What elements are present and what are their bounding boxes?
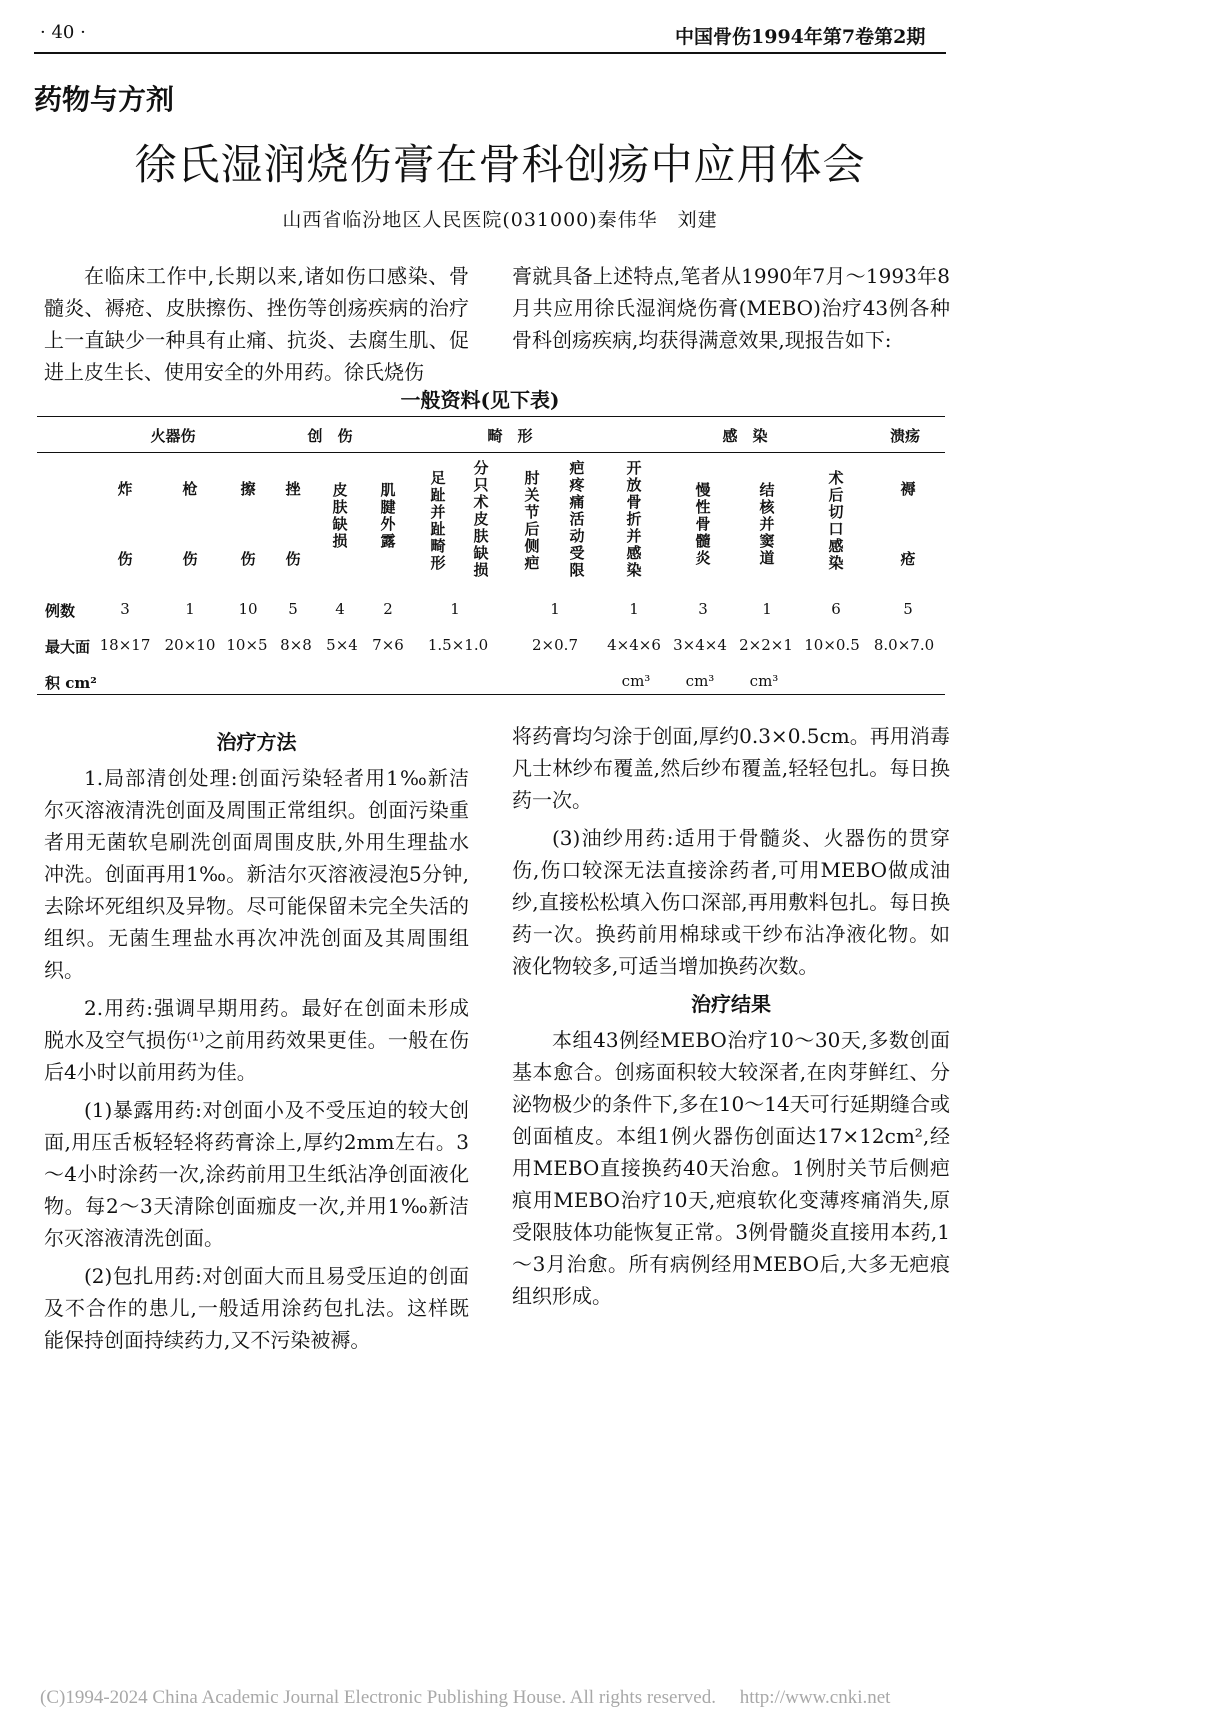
copyright-footer: (C)1994-2024 China Academic Journal Electronic Publishing House. All rights reserved. http://www.cnki.net bbox=[40, 1687, 891, 1708]
table-cell: 10×5 bbox=[226, 636, 268, 654]
column-header: 伤 bbox=[285, 550, 301, 568]
column-header: 疤疼痛活动受限 bbox=[569, 459, 585, 579]
table-cell: 1 bbox=[629, 600, 639, 618]
header-rule bbox=[34, 52, 946, 54]
table-cell: 4×4×6 bbox=[607, 636, 661, 654]
column-header: 分只术皮肤缺损 bbox=[473, 459, 489, 579]
journal-header: 中国骨伤1994年第7卷第2期 bbox=[675, 26, 926, 48]
body-left-column bbox=[44, 720, 469, 1356]
table-cell: 20×10 bbox=[164, 636, 216, 654]
body-right-column bbox=[512, 720, 950, 1312]
table-cell: 8.0×7.0 bbox=[873, 636, 935, 654]
group-header: 感 染 bbox=[722, 427, 768, 445]
row-label: 例数 bbox=[45, 602, 76, 620]
row-label: 积 cm² bbox=[45, 674, 97, 692]
column-header: 皮肤缺损 bbox=[332, 481, 348, 550]
table-cell: 2×2×1 bbox=[739, 636, 793, 654]
table-cell: 5×4 bbox=[326, 636, 358, 654]
column-header: 炸 bbox=[117, 480, 133, 498]
section-heading-methods: 治疗方法 bbox=[216, 730, 297, 754]
table-cell: 1 bbox=[450, 600, 460, 618]
column-header: 开放骨折并感染 bbox=[626, 459, 642, 579]
row-label: 最大面 bbox=[45, 638, 91, 656]
table-cell: cm³ bbox=[749, 672, 779, 690]
table-cell: 10 bbox=[238, 600, 258, 618]
column-header: 枪 bbox=[182, 480, 198, 498]
article-title: 徐氏湿润烧伤膏在骨科创疡中应用体会 bbox=[134, 140, 866, 189]
table-cell: 2 bbox=[383, 600, 393, 618]
column-header: 术后切口感染 bbox=[828, 469, 844, 572]
group-header: 溃疡 bbox=[889, 427, 920, 445]
table-cell: 1.5×1.0 bbox=[427, 636, 489, 654]
column-header: 擦 bbox=[240, 480, 256, 498]
table-cell: 8×8 bbox=[280, 636, 312, 654]
column-header: 疮 bbox=[900, 550, 916, 568]
table-cell: 5 bbox=[903, 600, 913, 618]
column-header: 褥 bbox=[900, 480, 916, 498]
intro-paragraph-continued: 膏就具备上述特点,笔者从1990年7月～1993年8月共应用徐氏湿润烧伤膏(MEBO)治疗43例各种骨科创疡疾病,均获得满意效果,现报告如下: bbox=[512, 264, 950, 352]
paragraph: 2.用药:强调早期用药。最好在创面未形成脱水及空气损伤⁽¹⁾之前用药效果更佳。一般在伤后4小时以前用药为佳。 bbox=[44, 996, 469, 1084]
table-title: 一般资料(见下表) bbox=[400, 388, 560, 412]
column-header: 挫 bbox=[285, 480, 301, 498]
group-header: 创 伤 bbox=[307, 427, 353, 445]
paragraph: 将药膏均匀涂于创面,厚约0.3×0.5cm。再用消毒凡士林纱布覆盖,然后纱布覆盖,轻轻包扎。每日换药一次。 bbox=[512, 724, 950, 812]
page-number: · 40 · bbox=[40, 22, 86, 43]
table-cell: 7×6 bbox=[372, 636, 404, 654]
intro-paragraph: 在临床工作中,长期以来,诸如伤口感染、骨髓炎、褥疮、皮肤擦伤、挫伤等创疡疾病的治疗上一直缺少一种具有止痛、抗炎、去腐生肌、促进上皮生长、使用安全的外用药。徐氏烧伤 bbox=[44, 264, 469, 384]
column-header: 伤 bbox=[240, 550, 256, 568]
table-cell: cm³ bbox=[685, 672, 715, 690]
table-cell: 3 bbox=[698, 600, 708, 618]
table-top-rule bbox=[37, 416, 945, 417]
table-cell: 1 bbox=[185, 600, 195, 618]
table-cell: 4 bbox=[335, 600, 345, 618]
table-bottom-rule bbox=[37, 694, 945, 695]
paragraph: (2)包扎用药:对创面大而且易受压迫的创面及不合作的患儿,一般适用涂药包扎法。这样既能保持创面持续药力,又不污染被褥。 bbox=[44, 1264, 469, 1352]
column-header: 伤 bbox=[117, 550, 133, 568]
table-cell: 1 bbox=[550, 600, 560, 618]
paragraph: 1.局部清创处理:创面污染轻者用1‰新洁尔灭溶液清洗创面及周围正常组织。创面污染重者用无菌软皂刷洗创面周围皮肤,外用生理盐水冲洗。创面再用1‰。新洁尔灭溶液浸泡5分钟,去除坏死组织及异物。尽可能保留未完全失活的组织。无菌生理盐水再次冲洗创面及其周围组织。 bbox=[44, 766, 469, 982]
table-cell: 2×0.7 bbox=[532, 636, 578, 654]
column-header: 肘关节后侧疤 bbox=[524, 469, 540, 572]
section-label: 药物与方剂 bbox=[34, 83, 175, 116]
column-header: 结核并窦道 bbox=[759, 481, 775, 567]
table-cell: 6 bbox=[831, 600, 841, 618]
table-cell: cm³ bbox=[621, 672, 651, 690]
table-cell: 1 bbox=[762, 600, 772, 618]
column-header: 肌腱外露 bbox=[380, 481, 396, 550]
group-header: 畸 形 bbox=[487, 427, 533, 445]
table-cell: 3×4×4 bbox=[673, 636, 727, 654]
section-heading-results: 治疗结果 bbox=[691, 992, 771, 1016]
table-cell: 18×17 bbox=[99, 636, 151, 654]
intro-left bbox=[44, 260, 469, 388]
paragraph: (1)暴露用药:对创面小及不受压迫的较大创面,用压舌板轻轻将药膏涂上,厚约2mm左右。3～4小时涂药一次,涂药前用卫生纸沾净创面液化物。每2～3天清除创面痂皮一次,并用1‰新洁尔灭溶液清洗创面。 bbox=[44, 1098, 469, 1250]
intro-right bbox=[512, 260, 950, 356]
table-mid-rule bbox=[37, 452, 945, 453]
paragraph: 本组43例经MEBO治疗10～30天,多数创面基本愈合。创疡面积较大较深者,在肉芽鲜红、分泌物极少的条件下,多在10～14天可行延期缝合或创面植皮。本组1例火器伤创面达17×12cm²,经用MEBO直接换药40天治愈。1例肘关节后侧疤痕用MEBO治疗10天,疤痕软化变薄疼痛消失,原受限肢体功能恢复正常。3例骨髓炎直接用本药,1～3月治愈。所有病例经用MEBO后,大多无疤痕组织形成。 bbox=[512, 1028, 950, 1308]
paragraph: (3)油纱用药:适用于骨髓炎、火器伤的贯穿伤,伤口较深无法直接涂药者,可用MEBO做成油纱,直接松松填入伤口深部,再用敷料包扎。每日换药一次。换药前用棉球或干纱布沾净液化物。如液化物较多,可适当增加换药次数。 bbox=[512, 826, 950, 978]
column-header: 慢性骨髓炎 bbox=[695, 481, 711, 567]
column-header: 伤 bbox=[182, 550, 198, 568]
table-cell: 3 bbox=[120, 600, 130, 618]
table-cell: 5 bbox=[288, 600, 298, 618]
article-authors: 山西省临汾地区人民医院(031000)秦伟华 刘建 bbox=[282, 209, 718, 231]
table-cell: 10×0.5 bbox=[804, 636, 860, 654]
column-header: 足趾并趾畸形 bbox=[430, 469, 446, 572]
group-header: 火器伤 bbox=[150, 427, 196, 445]
